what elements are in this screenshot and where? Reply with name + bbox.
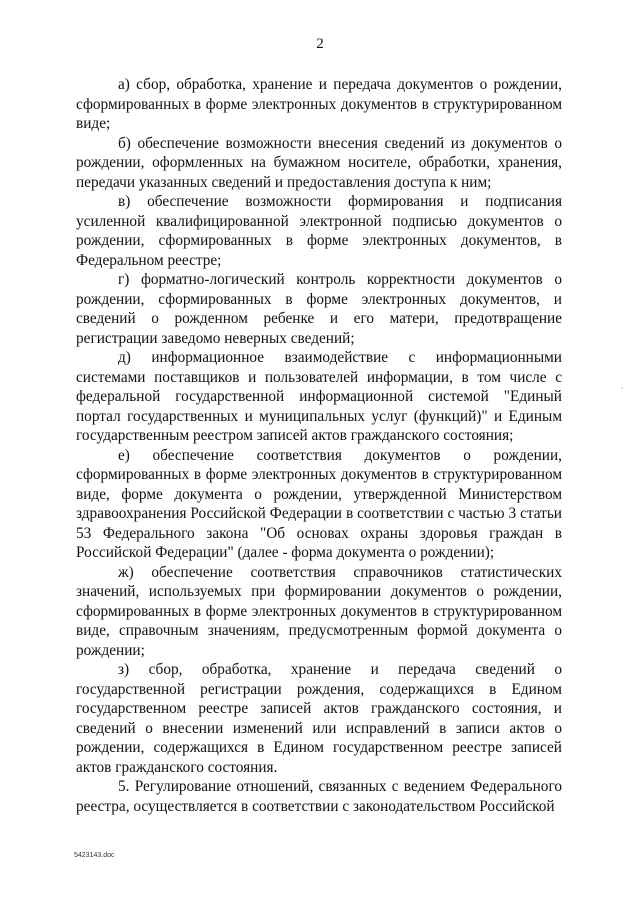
page-number: 2 [316,36,324,52]
paragraph-b: б) обеспечение возможности внесения сведений из документов о рождении, оформленных на бумажном носителе, обработки, хранения, передачи указанных сведений и предоставления доступа к ним; [76,134,562,191]
scan-mark: , [621,381,624,390]
paragraph-z: з) сбор, обработка, хранение и передача сведений о государственной регистрации рождения, содержащихся в Едином государственном реестре записей актов гражданского состояния, и сведений о внесении изменений или исправлений в записи актов о рождении, содержащихся в Едином государственном реестре записей актов гражданского состояния. [76,661,562,776]
paragraph-d: д) информационное взаимодействие с информационными системами поставщиков и пользователей информации, в том числе с федеральной государственной информационной системой "Единый портал государственных и муниципальных услуг (функций)" и Единым государственным реестром записей актов гражданского состояния; [76,349,562,444]
paragraph-zh: ж) обеспечение соответствия справочников статистических значений, используемых при формировании документов о рождении, сформированных в форме электронных документов в структурированном виде, справочным значениям, предусмотренным формой документа о рождении; [76,563,562,659]
paragraph-a: а) сбор, обработка, хранение и передача документов о рождении, сформированных в форме электронных документов в структурированном виде; [76,76,562,132]
paragraph-g: г) форматно-логический контроль корректности документов о рождении, сформированных в форме электронных документов, и сведений о рожденном ребенке и его матери, предотвращение регистрации заведомо неверных сведений; [76,271,562,347]
document-body [76,75,562,816]
paragraph-5: 5. Регулирование отношений, связанных с ведением Федерального реестра, осуществляется в соответствии с законодательством Российской [76,778,562,815]
footer-filename: 5423143.doc [74,852,115,859]
paragraph-e: е) обеспечение соответствия документов о рождении, сформированных в форме электронных документов в структурированном виде, форме документа о рождении, утвержденной Министерством здравоохранения Российской Федерации в соответствии с частью 3 статьи 53 Федерального закона "Об основах охраны здоровья граждан в Российской Федерации" (далее - форма документа о рождении); [76,446,562,561]
paragraph-v: в) обеспечение возможности формирования и подписания усиленной квалифицированной электронной подписью документов о рождении, сформированных в форме электронных документов, в Федеральном реестре; [76,193,562,269]
